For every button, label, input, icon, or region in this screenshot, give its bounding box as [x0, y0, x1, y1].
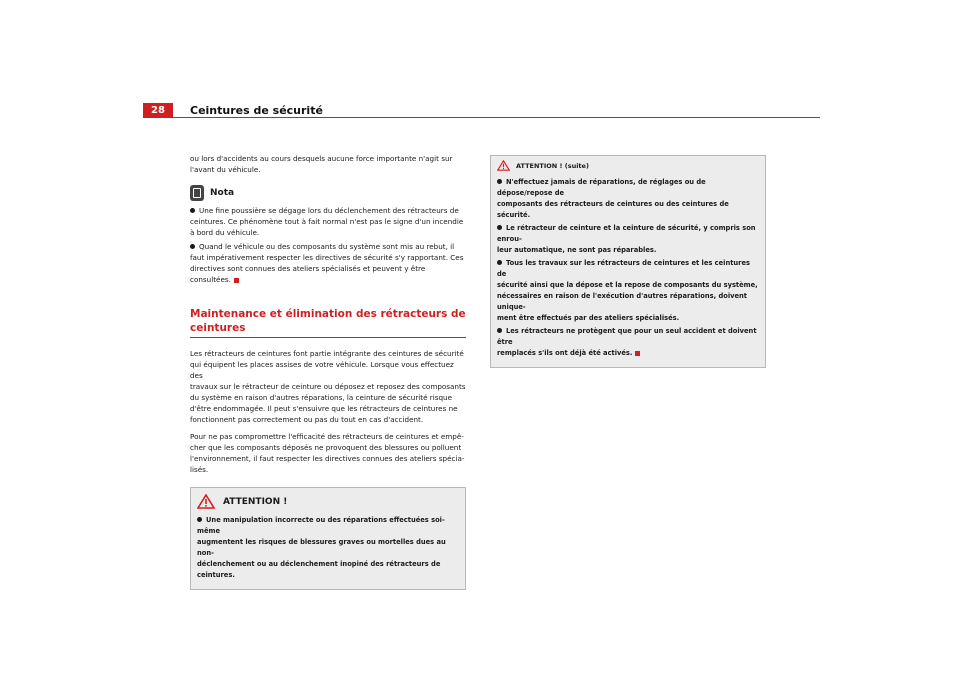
text-line: Le rétracteur de ceinture et la ceinture de sécurité, y compris son enrou- [497, 224, 756, 243]
bullet-icon [497, 260, 502, 265]
text-line: Une fine poussière se dégage lors du déclenchement des rétracteurs de [199, 206, 459, 215]
text-line: Quand le véhicule ou des composants du système sont mis au rebut, il [199, 242, 455, 251]
text-line: consultées. [190, 275, 231, 284]
text-line: à bord du véhicule. [190, 228, 260, 237]
bullet-icon [497, 179, 502, 184]
text-line: du système en raison d'autres réparations, la ceinture de sécurité risque [190, 393, 453, 402]
body-paragraph [190, 348, 466, 425]
warning-triangle-icon [497, 160, 510, 171]
text-line: cher que les composants déposés ne provoquent des blessures ou polluent [190, 443, 462, 452]
bullet-icon [190, 244, 195, 249]
warning-item [497, 258, 761, 324]
text-line: l'environnement, il faut respecter les directives connues des ateliers spécia- [190, 454, 465, 463]
warning-header [497, 160, 761, 171]
text-line: qui équipent les places assises de votre véhicule. Lorsque vous effectuez des [190, 360, 454, 380]
text-line: d'être endommagée. Il peut s'ensuivre que les rétracteurs de ceintures ne [190, 404, 458, 413]
text-line: remplacés s'ils ont déjà été activés. [497, 349, 633, 357]
section-rule [190, 337, 466, 338]
text-line: faut impérativement respecter les directives de sécurité s'y rapportant. Ces [190, 253, 464, 262]
warning-triangle-icon [197, 494, 215, 509]
right-column [490, 155, 766, 368]
text-line: composants des rétracteurs de ceintures ou des ceintures de sécurité. [497, 200, 729, 219]
bullet-icon [197, 517, 202, 522]
bullet-icon [497, 328, 502, 333]
warning-box [190, 487, 466, 590]
text-line: ment être effectués par des ateliers spécialisés. [497, 314, 680, 322]
text-line: l'avant du véhicule. [190, 165, 261, 174]
text-line: sécurité ainsi que la dépose et la repose de composants du système, [497, 281, 758, 289]
note-title: Nota [210, 188, 235, 198]
text-line: Tous les travaux sur les rétracteurs de ceintures et les ceintures de [497, 259, 750, 278]
warning-header [197, 494, 461, 509]
end-of-section-icon [234, 278, 239, 283]
text-line: ou lors d'accidents au cours desquels aucune force importante n'agit sur [190, 154, 453, 163]
text-line: Les rétracteurs de ceintures font partie intégrante des ceintures de sécurité [190, 349, 464, 358]
warning-title: ATTENTION ! (suite) [516, 161, 589, 170]
text-line: Les rétracteurs ne protègent que pour un seul accident et doivent être [497, 327, 757, 346]
text-line: leur automatique, ne sont pas réparables. [497, 246, 657, 254]
text-line: directives sont connues des ateliers spécialisés et peuvent y être [190, 264, 426, 273]
text-line: ceintures. Ce phénomène tout à fait normal n'est pas le signe d'un incendie [190, 217, 464, 226]
header-rule [173, 117, 820, 118]
text-line: N'effectuez jamais de réparations, de réglages ou de dépose/repose de [497, 178, 706, 197]
bullet-icon [190, 208, 195, 213]
body-paragraph [190, 431, 466, 475]
warning-item [197, 515, 461, 581]
warning-box-continued [490, 155, 766, 368]
note-header [190, 185, 466, 201]
warning-item [497, 177, 761, 221]
note-icon [190, 185, 204, 201]
chapter-title: Ceintures de sécurité [190, 104, 323, 117]
page-number: 28 [143, 103, 173, 118]
text-line: nécessaires en raison de l'exécution d'autres réparations, doivent unique- [497, 292, 747, 311]
intro-paragraph [190, 153, 466, 175]
text-line: augmentent les risques de blessures graves ou mortelles dues au non- [197, 538, 446, 557]
end-of-section-icon [635, 351, 640, 356]
section-title: Maintenance et élimination des rétracteurs de ceintures [190, 308, 466, 334]
text-line: déclenchement ou au déclenchement inopiné des rétracteurs de ceintures. [197, 560, 441, 579]
text-line: lisés. [190, 465, 209, 474]
text-line: travaux sur le rétracteur de ceinture ou déposez et reposez des composants [190, 382, 466, 391]
warning-title: ATTENTION ! [223, 496, 288, 507]
note-item [190, 241, 466, 285]
left-column [190, 153, 466, 590]
text-line: Pour ne pas compromettre l'efficacité des rétracteurs de ceintures et empê- [190, 432, 464, 441]
warning-item [497, 326, 761, 359]
bullet-icon [497, 225, 502, 230]
note-item [190, 205, 466, 238]
text-line: fonctionnent pas correctement ou pas du tout en cas d'accident. [190, 415, 424, 424]
warning-item [497, 223, 761, 256]
text-line: Une manipulation incorrecte ou des réparations effectuées soi-même [197, 516, 445, 535]
